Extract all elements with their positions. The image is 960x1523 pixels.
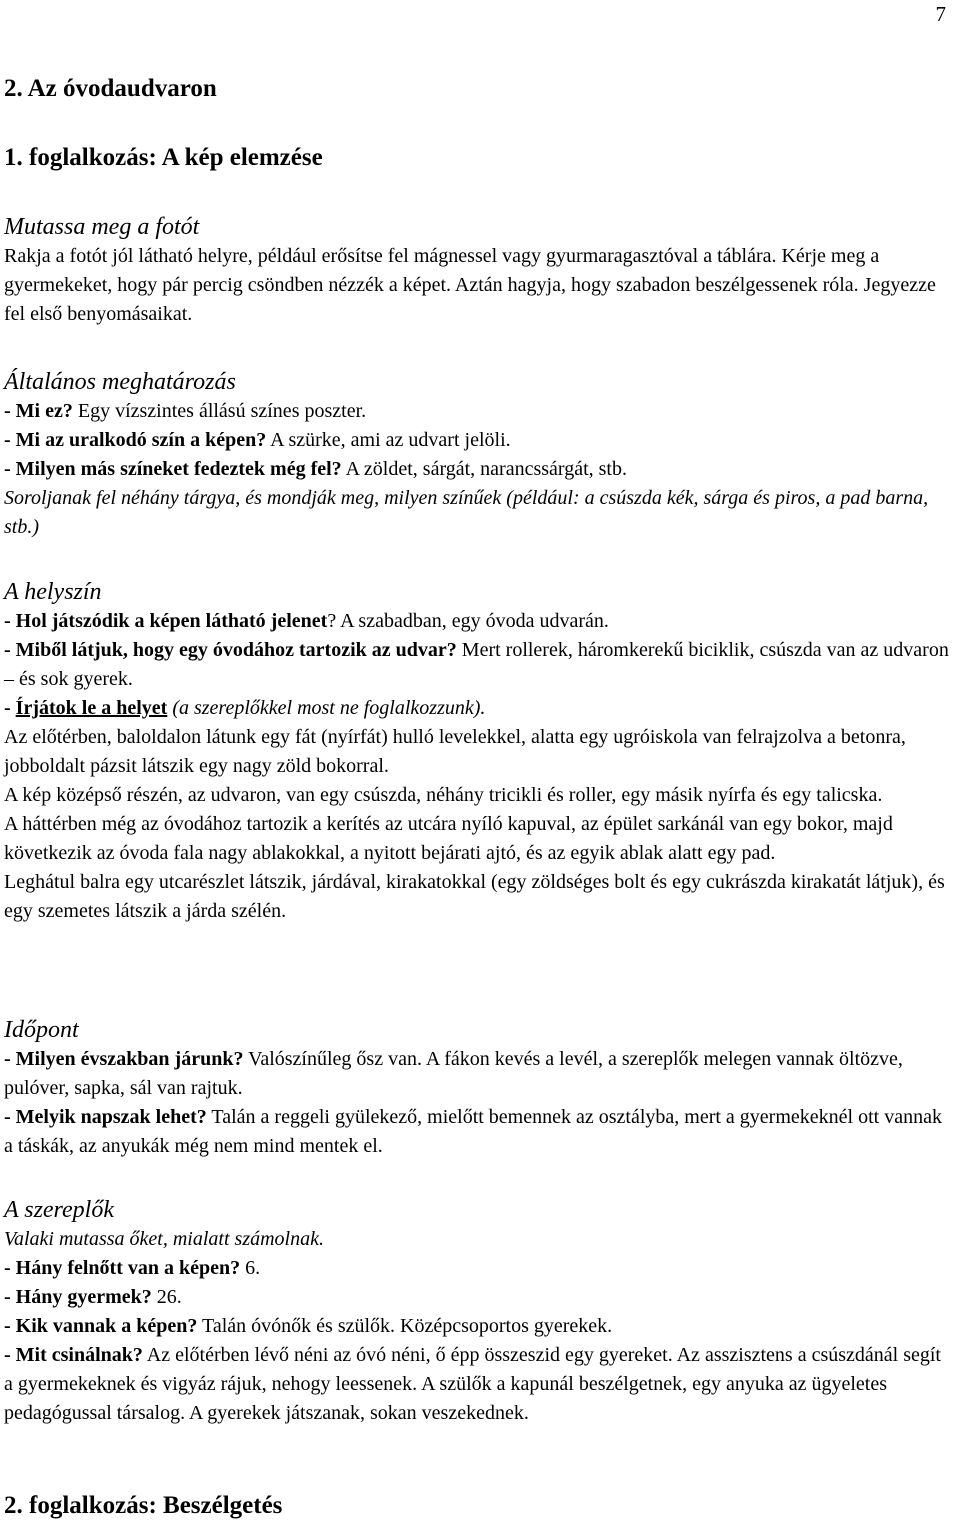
answer: 26. [151,1286,182,1308]
qa-line [4,455,954,484]
lesson-title: 1. foglalkozás: A kép elemzése [4,144,323,171]
qa-line [4,1103,954,1161]
qa-line [4,1312,954,1341]
page-number: 7 [935,2,946,26]
question: - Mi az uralkodó szín a képen? [4,429,267,451]
question: - Miből látjuk, hogy egy óvodához tartozik az udvar? [4,639,457,661]
question-note: (a szereplőkkel most ne foglalkozzunk). [167,697,486,719]
qa-line [4,1045,954,1103]
section-title: Általános meghatározás [4,369,236,395]
answer: Valószínűleg ősz van. A fákon kevés a levél, a szereplők melegen vannak öltözve, pulóver, sapka, sál van rajtuk. [4,1048,903,1099]
section-title: A szereplők [4,1197,114,1223]
question: - Melyik napszak lehet? [4,1106,207,1128]
question: - Hol játszódik a képen látható jelenet [4,610,328,632]
section-show-photo [4,212,954,329]
answer: ? A szabadban, egy óvoda udvarán. [327,610,609,632]
section-general [4,367,954,542]
answer: A szürke, ami az udvart jelöli. [266,429,511,451]
section-characters [4,1195,954,1428]
section-title: Időpont [4,1017,79,1043]
answer: A zöldet, sárgát, narancssárgát, stb. [341,458,627,480]
question-prefix: - [4,697,16,719]
qa-line [4,694,954,723]
paragraph: Az előtérben, baloldalon látunk egy fát (nyírfát) hulló levelekkel, alatta egy ugróiskola van felrajzolva a betonra, jobboldalt pázsit látszik egy nagy zöld bokorral. [4,726,906,777]
answer: Az előtérben lévő néni az óvó néni, ő épp összeszid egy gyereket. Az asszisztens a csúszdánál segít a gyermekeknek és vigyáz rájuk, nehogy leessenek. A szülők a kapunál beszélgetnek, egy anyuka az ügyeletes pedagógussal társalog. A gyerekek játszanak, sokan veszekednek. [4,1344,941,1424]
qa-line [4,1341,954,1428]
qa-line [4,397,954,426]
paragraph: A háttérben még az óvodához tartozik a kerítés az utcára nyíló kapuval, az épület sarkánál van egy bokor, majd következik az óvoda fala nagy ablakokkal, a nyitott bejárati ajtó, és az egyik ablak alatt egy pad. [4,813,893,864]
answer: Egy vízszintes állású színes poszter. [72,400,367,422]
paragraph: Leghátul balra egy utcarészlet látszik, járdával, kirakatokkal (egy zöldséges bolt és egy cukrászda kirakatát látjuk), és egy szemetes látszik a járda szélén. [4,871,945,922]
qa-line [4,607,954,636]
qa-line [4,426,954,455]
qa-line [4,636,954,694]
question: - Hány gyermek? [4,1286,152,1308]
lesson-title: 2. foglalkozás: Beszélgetés [4,1492,283,1519]
question: - Hány felnőtt van a képen? [4,1257,241,1279]
qa-line [4,1254,954,1283]
qa-line [4,1283,954,1312]
paragraph: Rakja a fotót jól látható helyre, például erősítse fel mágnessel vagy gyurmaragasztóval a táblára. Kérje meg a gyermekeket, hogy pár percig csöndben nézzék a képet. Aztán hagyja, hogy szabadon beszélgessenek róla. Jegyezze fel első benyomásaikat. [4,245,936,325]
answer: Talán a reggeli gyülekező, mielőtt bemennek az osztályba, mert a gyermekeknél ott vannak a táskák, az anyukák még nem mind mentek el. [4,1106,942,1157]
section-place [4,577,954,926]
answer: Talán óvónők és szülők. Középcsoportos gyerekek. [197,1315,613,1337]
question: - Milyen más színeket fedeztek még fel? [4,458,342,480]
instruction-note: Soroljanak fel néhány tárgya, és mondják meg, milyen színűek (például: a csúszda kék, sárga és piros, a pad barna, stb.) [4,487,929,538]
section-time [4,1015,954,1161]
question: - Mit csinálnak? [4,1344,143,1366]
question: Írjátok le a helyet [15,697,168,719]
question: - Mi ez? [4,400,73,422]
section-title: A helyszín [4,579,102,605]
question: - Kik vannak a képen? [4,1315,198,1337]
paragraph: A kép középső részén, az udvaron, van egy csúszda, néhány tricikli és roller, egy másik nyírfa és egy talicska. [4,784,883,806]
answer: Mert rollerek, háromkerekű biciklik, csúszda van az udvaron – és sok gyerek. [4,639,949,690]
instruction-note: Valaki mutassa őket, mialatt számolnak. [4,1228,324,1250]
chapter-title: 2. Az óvodaudvaron [4,75,217,102]
section-title: Mutassa meg a fotót [4,214,200,240]
answer: 6. [240,1257,261,1279]
question: - Milyen évszakban járunk? [4,1048,244,1070]
